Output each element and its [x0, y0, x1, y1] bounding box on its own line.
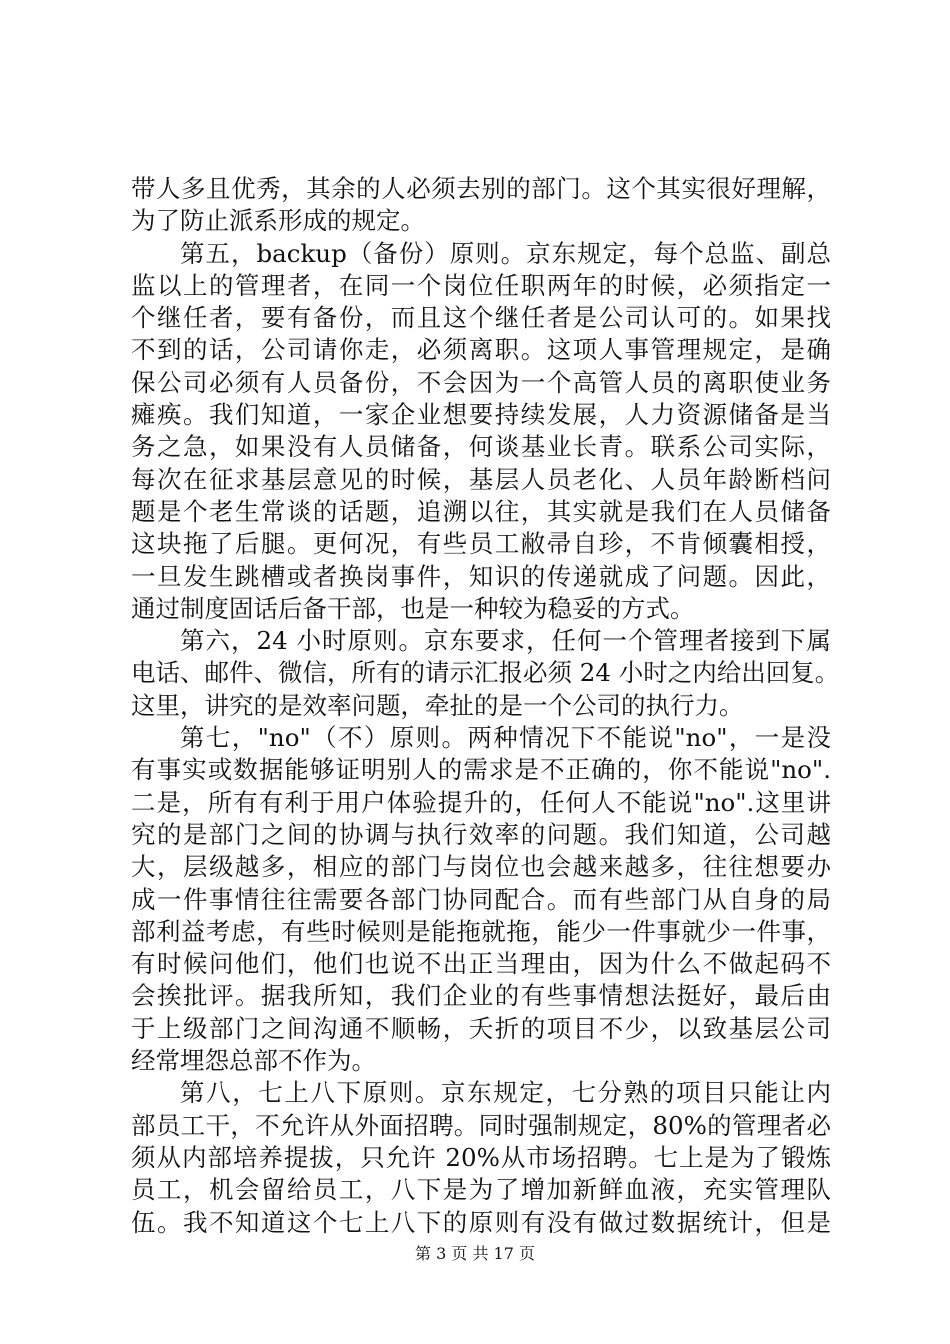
text-line: 带人多且优秀，其余的人必须去别的部门。这个其实很好理解， [131, 174, 831, 203]
text-line: 题是个老生常谈的话题，追溯以往，其实就是我们在人员储备 [131, 496, 831, 526]
text-line: 成一件事情往往需要各部门协同配合。而有些部门从自身的局 [131, 884, 831, 914]
text-line: 不到的话，公司请你走，必须离职。这项人事管理规定，是确 [131, 335, 831, 365]
text-line: 须从内部培养提拔，只允许 20%从市场招聘。七上是为了锻炼 [131, 1142, 831, 1172]
text-line: 个继任者，要有备份，而且这个继任者是公司认可的。如果找 [131, 303, 831, 333]
text-line: 这里，讲究的是效率问题，牵扯的是一个公司的执行力。 [131, 690, 744, 720]
text-line: 保公司必须有人员备份，不会因为一个高管人员的离职使业务 [131, 367, 831, 397]
text-line: 究的是部门之间的协调与执行效率的问题。我们知道，公司越 [131, 819, 831, 849]
text-line: 这块拖了后腿。更何况，有些员工敝帚自珍，不肯倾囊相授， [131, 529, 831, 559]
text-line: 二是，所有有利于用户体验提升的，任何人不能说"no".这里讲 [131, 787, 831, 817]
text-line: 监以上的管理者，在同一个岗位任职两年的时候，必须指定一 [131, 270, 831, 300]
text-line: 部利益考虑，有些时候则是能拖就拖，能少一件事就少一件事， [131, 916, 831, 946]
text-line: 有事实或数据能够证明别人的需求是不正确的，你不能说"no". [131, 755, 831, 785]
text-line: 伍。我不知道这个七上八下的原则有没有做过数据统计，但是 [131, 1207, 831, 1237]
text-line: 通过制度固话后备干部，也是一种较为稳妥的方式。 [131, 593, 695, 623]
text-line: 会挨批评。据我所知，我们企业的有些事情想法挺好，最后由 [131, 981, 831, 1011]
text-line: 务之急，如果没有人员储备，何谈基业长青。联系公司实际， [131, 432, 831, 462]
text-line: 每次在征求基层意见的时候，基层人员老化、人员年龄断档问 [131, 464, 831, 494]
text-line: 有时候问他们，他们也说不出正当理由，因为什么不做起码不 [131, 949, 831, 979]
text-line: 部员工干，不允许从外面招聘。同时强制规定，80%的管理者必 [131, 1110, 831, 1140]
body-text [131, 173, 840, 1239]
text-line: 一旦发生跳槽或者换岗事件，知识的传递就成了问题。因此， [131, 561, 831, 591]
text-line: 于上级部门之间沟通不顺畅，夭折的项目不少，以致基层公司 [131, 1013, 831, 1043]
text-line: 第五，backup（备份）原则。京东规定，每个总监、副总 [180, 238, 831, 268]
text-line: 第八，七上八下原则。京东规定，七分熟的项目只能让内 [180, 1078, 831, 1108]
text-line: 电话、邮件、微信，所有的请示汇报必须 24 小时之内给出回复。 [131, 658, 840, 688]
page-footer: 第 3 页 共 17 页 [415, 1244, 535, 1263]
text-line: 经常埋怨总部不作为。 [131, 1046, 376, 1076]
text-line: 为了防止派系形成的规定。 [131, 206, 425, 236]
text-line: 大，层级越多，相应的部门与岗位也会越来越多，往往想要办 [131, 852, 831, 882]
text-line: 第六，24 小时原则。京东要求，任何一个管理者接到下属 [180, 626, 831, 656]
text-line: 第七，"no"（不）原则。两种情况下不能说"no"，一是没 [180, 723, 831, 753]
text-line: 瘫痪。我们知道，一家企业想要持续发展，人力资源储备是当 [131, 400, 831, 430]
text-line: 员工，机会留给员工，八下是为了增加新鲜血液，充实管理队 [131, 1175, 831, 1205]
